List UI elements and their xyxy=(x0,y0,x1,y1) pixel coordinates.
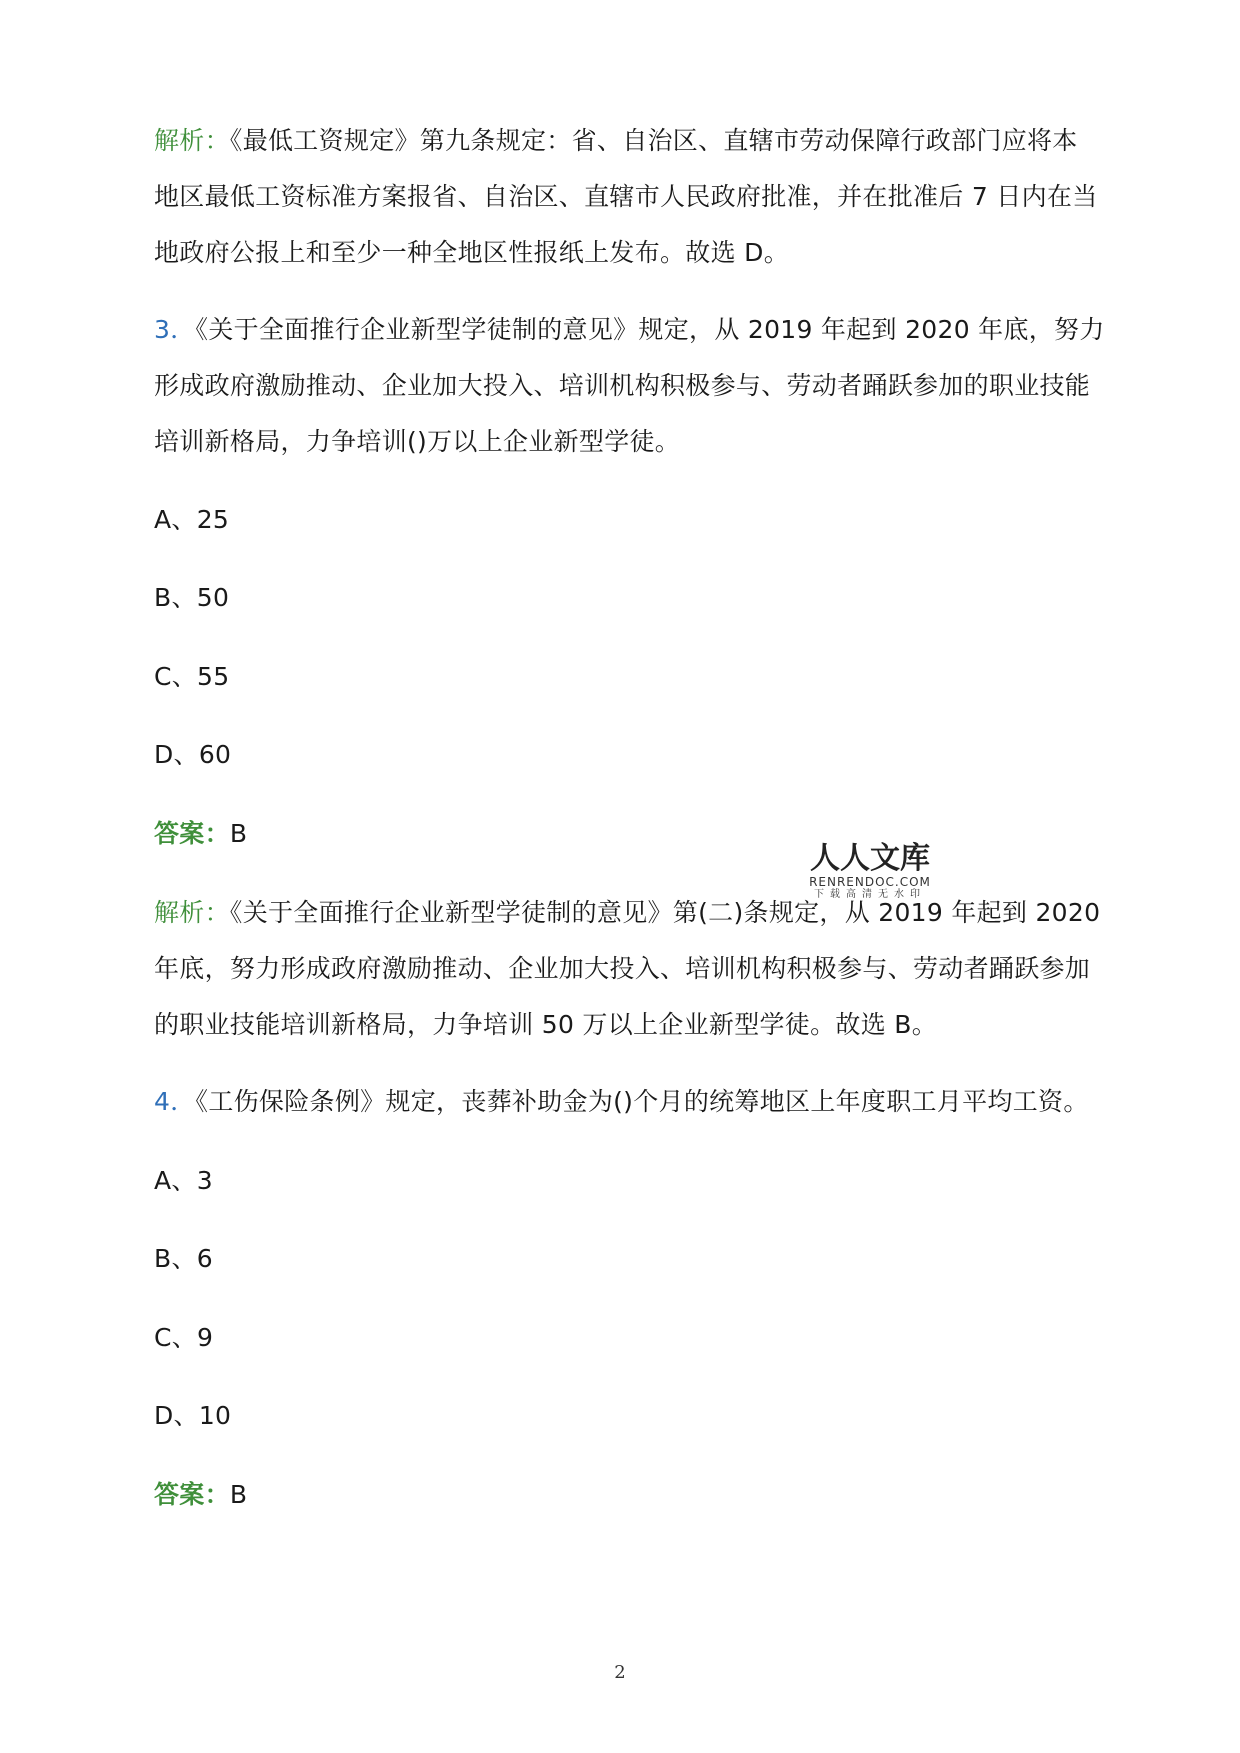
q3-answer xyxy=(154,817,247,851)
q3-stem-line-3: 培训新格局，力争培训()万以上企业新型学徒。 xyxy=(154,427,681,456)
q4-answer-value: B xyxy=(229,1480,248,1509)
q3-analysis-line-1: 解析：《关于全面推行企业新型学徒制的意见》第(二)条规定，从 2019 年起到 2020 xyxy=(154,898,1101,927)
q2-analysis-line-1: 解析：《最低工资规定》第九条规定：省、自治区、直辖市劳动保障行政部门应将本 xyxy=(154,126,1078,155)
q4-answer xyxy=(154,1478,247,1512)
watermark-title: 人人文库 xyxy=(810,841,930,876)
q4-option-a: A、3 xyxy=(154,1166,213,1195)
q2-analysis-line-2: 地区最低工资标准方案报省、自治区、直辖市人民政府批准，并在批准后 7 日内在当 xyxy=(154,182,1098,211)
q3-analysis-line-2: 年底，努力形成政府激励推动、企业加大投入、培训机构积极参与、劳动者踊跃参加 xyxy=(154,954,1091,983)
q4-answer-label: 答案： xyxy=(154,1480,230,1509)
q2-analysis-label: 解析： xyxy=(154,126,230,155)
q3-option-a: A、25 xyxy=(154,505,230,534)
watermark-subtitle: 下载高清无水印 xyxy=(814,889,926,900)
q3-analysis-line-3: 的职业技能培训新格局，力争培训 50 万以上企业新型学徒。故选 B。 xyxy=(154,1010,938,1039)
watermark-domain: RENRENDOC.COM xyxy=(809,875,931,889)
q3-number: 3． xyxy=(154,315,196,344)
q3-option-c: C、55 xyxy=(154,662,230,691)
q3-stem-line-2: 形成政府激励推动、企业加大投入、培训机构积极参与、劳动者踊跃参加的职业技能 xyxy=(154,371,1091,400)
q3-analysis-label: 解析： xyxy=(154,898,230,927)
q3-option-d: D、60 xyxy=(154,740,232,769)
q4-stem-line-1: 4．《工伤保险条例》规定，丧葬补助金为()个月的统筹地区上年度职工月平均工资。 xyxy=(154,1087,1089,1116)
page-number: 2 xyxy=(614,1662,626,1683)
q3-option-b: B、50 xyxy=(154,583,230,612)
q4-option-b: B、6 xyxy=(154,1244,213,1273)
q4-option-d: D、10 xyxy=(154,1401,232,1430)
q3-answer-value: B xyxy=(229,819,248,848)
q4-option-c: C、9 xyxy=(154,1323,214,1352)
q3-stem-line-1: 3．《关于全面推行企业新型学徒制的意见》规定，从 2019 年起到 2020 年底，努力 xyxy=(154,315,1105,344)
q2-analysis-line-3: 地政府公报上和至少一种全地区性报纸上发布。故选 D。 xyxy=(154,238,789,267)
watermark-logo xyxy=(800,843,940,901)
q4-number: 4． xyxy=(154,1087,196,1116)
q3-answer-label: 答案： xyxy=(154,819,230,848)
